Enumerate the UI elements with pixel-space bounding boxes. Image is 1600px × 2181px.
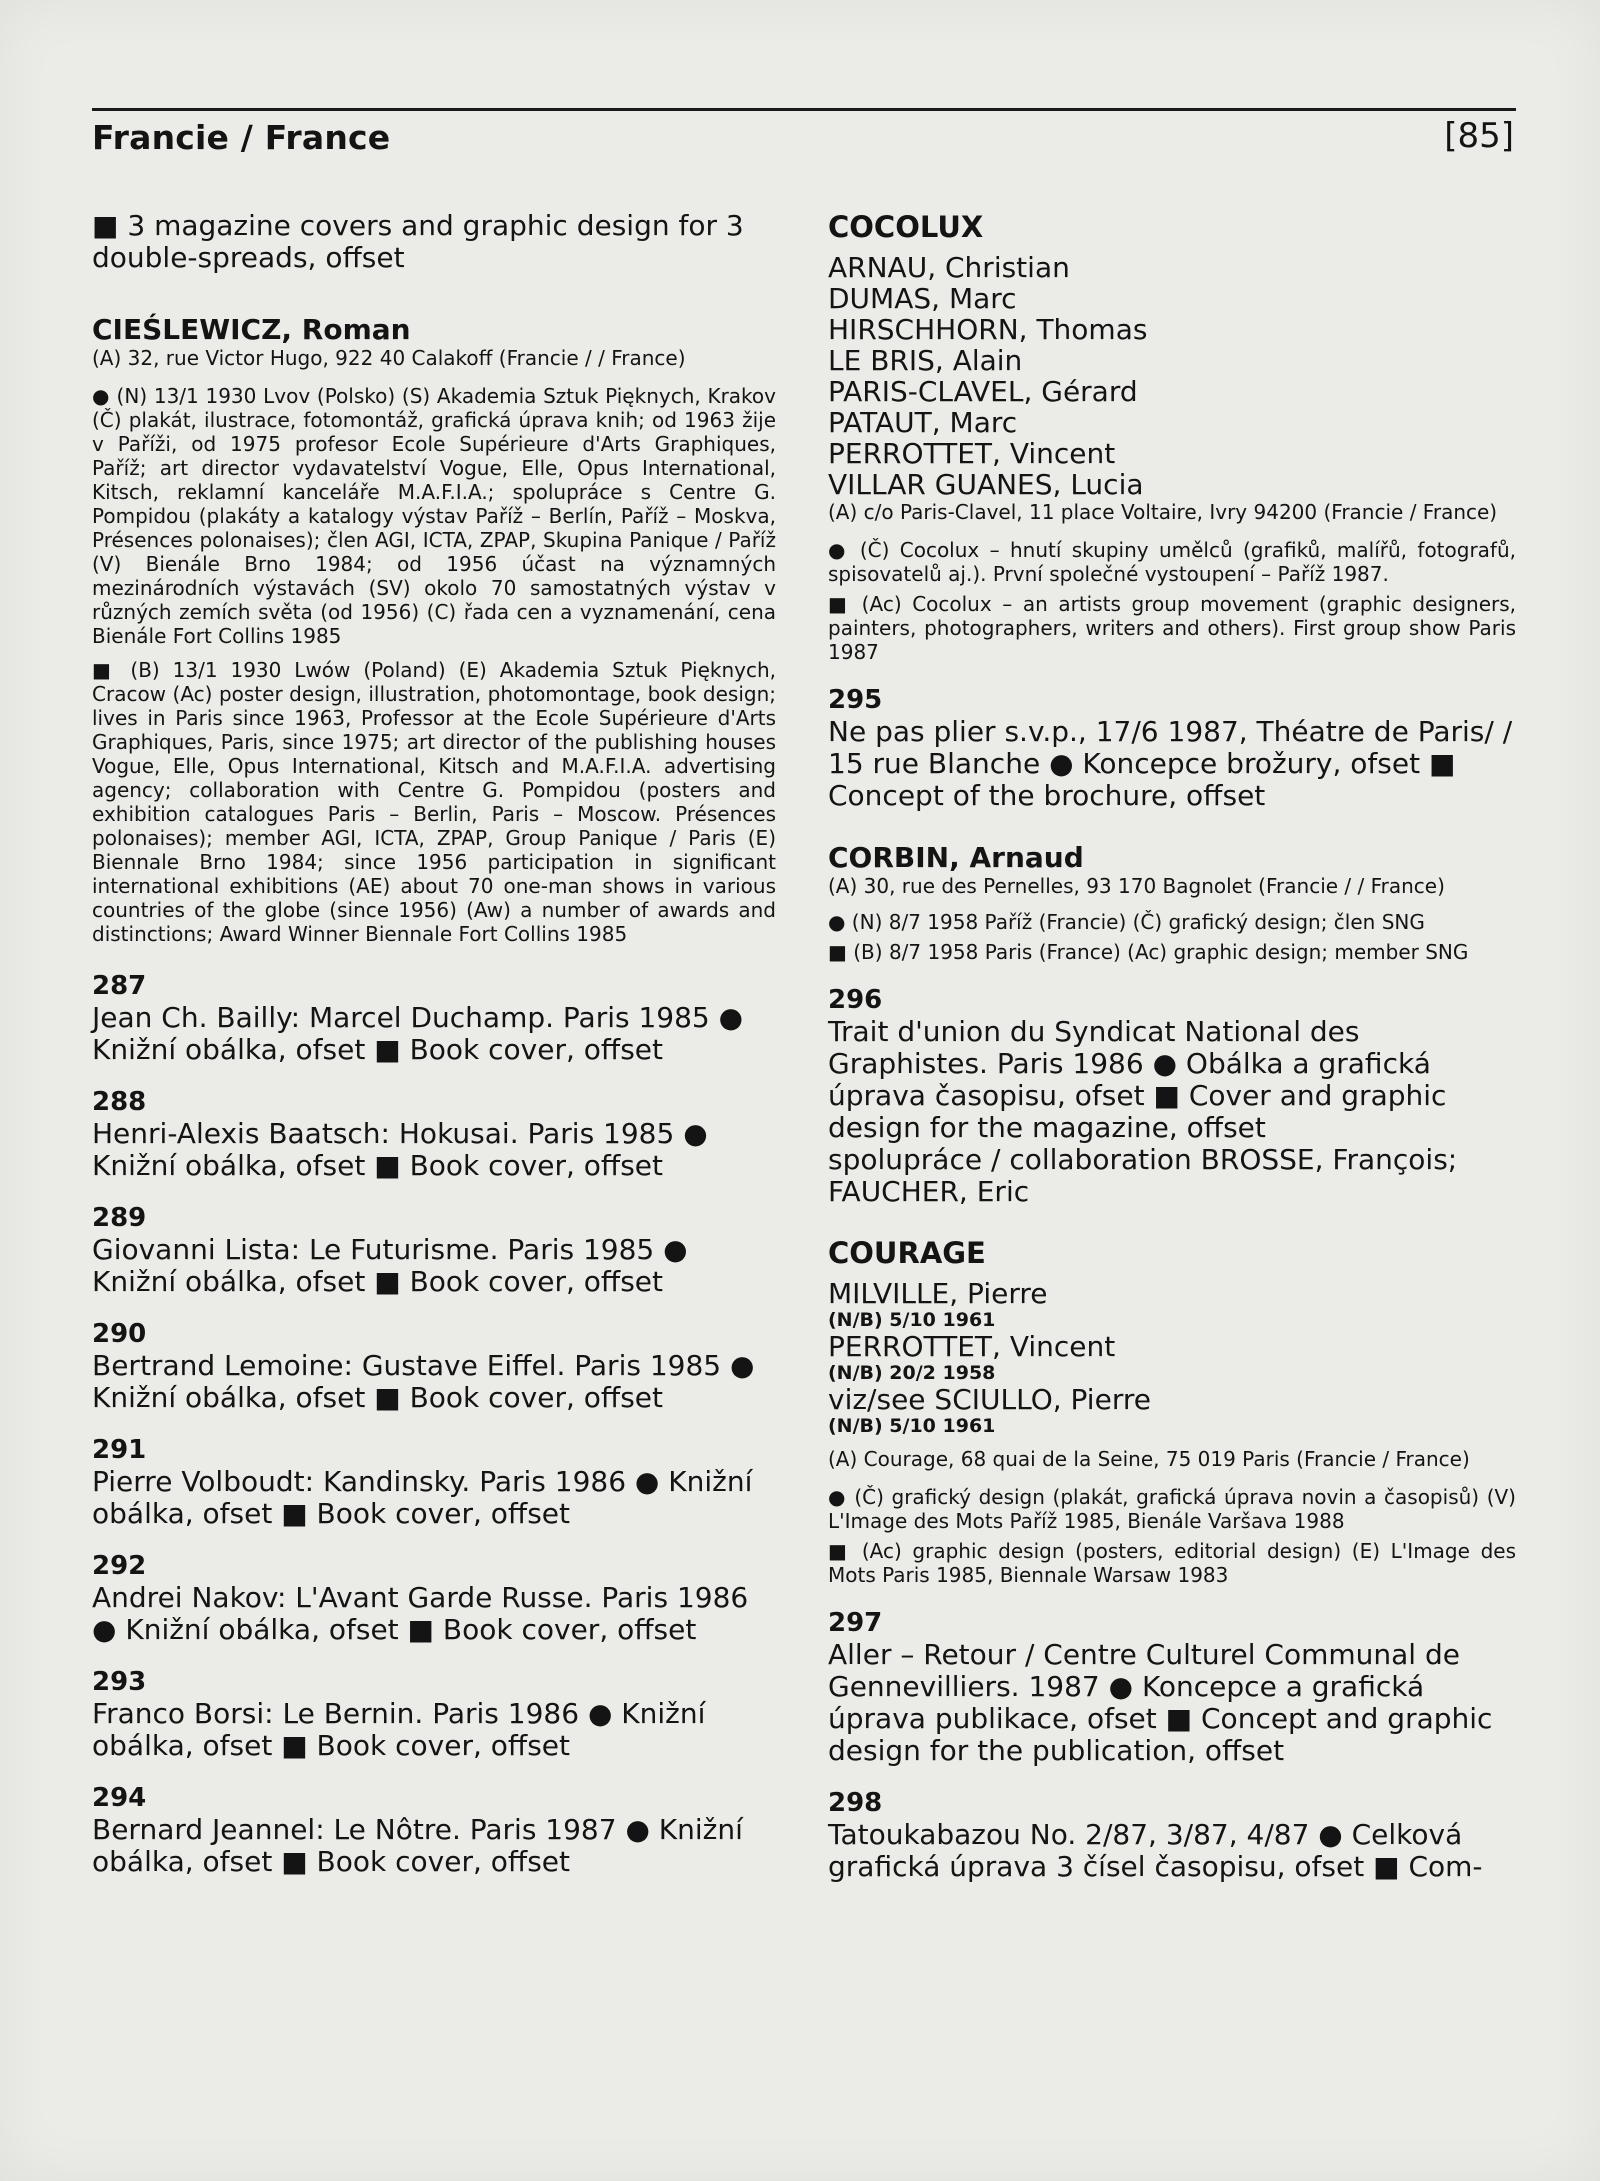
entry-text: Ne pas plier s.v.p., 17/6 1987, Théatre de Paris/ / 15 rue Blanche ● Koncepce brožury, ofset ■ Concept of the brochure, offset	[828, 715, 1513, 812]
group-desc-en: ■ (Ac) graphic design (posters, editorial design) (E) L'Image des Mots Paris 1985, Biennale Warsaw 1983	[828, 1539, 1516, 1587]
member-name: viz/see SCIULLO, Pierre	[828, 1383, 1151, 1416]
member-birth: (N/B) 5/10 1961	[828, 1309, 996, 1331]
right-column	[828, 210, 1516, 1903]
catalog-entry	[828, 684, 1516, 812]
group-address: (A) c/o Paris-Clavel, 11 place Voltaire, Ivry 94200 (Francie / France)	[828, 500, 1498, 524]
member-birth: (N/B) 5/10 1961	[828, 1415, 996, 1437]
catalog-entry	[828, 1787, 1516, 1883]
artist-bio-en: ■ (B) 8/7 1958 Paris (France) (Ac) graphic design; member SNG	[828, 940, 1469, 964]
header-rule	[92, 108, 1516, 111]
member-birth: (N/B) 20/2 1958	[828, 1362, 996, 1384]
entry-number: 297	[828, 1608, 883, 1638]
entry-number: 287	[92, 971, 147, 1001]
entry-number: 294	[92, 1783, 147, 1813]
group-desc-en: ■ (Ac) Cocolux – an artists group movement (graphic designers, painters, photographers, writers and others). First group show Paris 1987	[828, 592, 1516, 664]
entry-number: 291	[92, 1435, 147, 1465]
entry-text: Henri-Alexis Baatsch: Hokusai. Paris 1985 ● Knižní obálka, ofset ■ Book cover, offset	[92, 1117, 708, 1182]
catalog-entry	[92, 1434, 776, 1530]
catalog-entry	[828, 1607, 1516, 1767]
catalog-entry	[92, 1550, 776, 1646]
group-desc-cz: ● (Č) grafický design (plakát, grafická úprava novin a časopisů) (V) L'Image des Mots Paříž 1985, Bienále Varšava 1988	[828, 1485, 1516, 1533]
artist-corbin	[828, 842, 1516, 964]
artist-name: CORBIN, Arnaud	[828, 841, 1084, 874]
entry-text: Trait d'union du Syndicat National des Graphistes. Paris 1986 ● Obálka a grafická úprava časopisu, ofset ■ Cover and graphic design for the magazine, offset	[828, 1015, 1447, 1144]
member-name: PATAUT, Marc	[828, 406, 1018, 439]
entry-number: 298	[828, 1788, 883, 1818]
member-name: PERROTTET, Vincent	[828, 1330, 1116, 1363]
catalog-entry	[92, 1666, 776, 1762]
entry-text: Tatoukabazou No. 2/87, 3/87, 4/87 ● Celková grafická úprava 3 čísel časopisu, ofset ■ Com-	[828, 1818, 1483, 1883]
group-address: (A) Courage, 68 quai de la Seine, 75 019 Paris (Francie / France)	[828, 1447, 1470, 1471]
artist-cieslewicz	[92, 314, 776, 946]
entry-number: 296	[828, 985, 883, 1015]
member-name: HIRSCHHORN, Thomas	[828, 313, 1148, 346]
entry-number: 295	[828, 685, 883, 715]
intro-text: ■ 3 magazine covers and graphic design for 3 double-spreads, offset	[92, 209, 744, 274]
page-title: Francie / France	[92, 118, 391, 157]
artist-name: CIEŚLEWICZ, Roman	[92, 313, 411, 346]
catalog-entry	[92, 1782, 776, 1878]
member-name: VILLAR GUANES, Lucia	[828, 468, 1144, 501]
entry-number: 289	[92, 1203, 147, 1233]
catalog-entry	[92, 1318, 776, 1414]
group-title: COCOLUX	[828, 210, 984, 244]
catalog-entry	[92, 1202, 776, 1298]
entry-text: Franco Borsi: Le Bernin. Paris 1986 ● Knižní obálka, ofset ■ Book cover, offset	[92, 1697, 706, 1762]
left-column	[92, 210, 776, 1898]
member-name: MILVILLE, Pierre	[828, 1277, 1048, 1310]
entry-text: Jean Ch. Bailly: Marcel Duchamp. Paris 1985 ● Knižní obálka, ofset ■ Book cover, offset	[92, 1001, 744, 1066]
member-name: LE BRIS, Alain	[828, 344, 1023, 377]
entry-number: 288	[92, 1087, 147, 1117]
group-cocolux	[828, 210, 1516, 664]
entry-collaboration: spolupráce / collaboration BROSSE, François; FAUCHER, Eric	[828, 1143, 1458, 1208]
artist-bio-cz: ● (N) 8/7 1958 Paříž (Francie) (Č) grafický design; člen SNG	[828, 910, 1425, 934]
entry-text: Bernard Jeannel: Le Nôtre. Paris 1987 ● Knižní obálka, ofset ■ Book cover, offset	[92, 1813, 743, 1878]
entry-text: Giovanni Lista: Le Futurisme. Paris 1985 ● Knižní obálka, ofset ■ Book cover, offset	[92, 1233, 688, 1298]
entry-text: Pierre Volboudt: Kandinsky. Paris 1986 ● Knižní obálka, ofset ■ Book cover, offset	[92, 1465, 753, 1530]
catalog-entry	[92, 1086, 776, 1182]
artist-address: (A) 30, rue des Pernelles, 93 170 Bagnolet (Francie / / France)	[828, 874, 1445, 898]
artist-address: (A) 32, rue Victor Hugo, 922 40 Calakoff (Francie / / France)	[92, 346, 686, 370]
member-name: DUMAS, Marc	[828, 282, 1017, 315]
catalog-entry	[92, 970, 776, 1066]
entry-number: 290	[92, 1319, 147, 1349]
artist-bio-en: ■ (B) 13/1 1930 Lwów (Poland) (E) Akademia Sztuk Pięknych, Cracow (Ac) poster design, illustration, photomontage, book design; lives in Paris since 1963, Professor at the Ecole Supérieure d'Arts Graphiques, Paris, since 1975; art director of the publishing houses Vogue, Elle, Opus International, Kitsch and M.A.F.I.A. advertising agency; collaboration with Centre G. Pompidou (posters and exhibition catalogues Paris – Berlin, Paris – Moscow. Présences polonaises); member AGI, ICTA, ZPAP, Group Panique / Paris (E) Biennale Brno 1984; since 1956 participation in significant international exhibitions (AE) about 70 one-man shows in various countries of the globe (since 1956) (Aw) a number of awards and distinctions; Award Winner Biennale Fort Collins 1985	[92, 658, 776, 946]
page-number: [85]	[1444, 116, 1514, 156]
group-courage	[828, 1236, 1516, 1587]
catalog-entry	[828, 984, 1516, 1208]
entry-text: Andrei Nakov: L'Avant Garde Russe. Paris 1986 ● Knižní obálka, ofset ■ Book cover, offset	[92, 1581, 749, 1646]
entry-number: 293	[92, 1667, 147, 1697]
group-desc-cz: ● (Č) Cocolux – hnutí skupiny umělců (grafiků, malířů, fotografů, spisovatelů aj.). První společné vystoupení – Paříž 1987.	[828, 538, 1516, 586]
entry-text: Bertrand Lemoine: Gustave Eiffel. Paris 1985 ● Knižní obálka, ofset ■ Book cover, offset	[92, 1349, 755, 1414]
member-name: ARNAU, Christian	[828, 251, 1070, 284]
member-name: PARIS-CLAVEL, Gérard	[828, 375, 1138, 408]
entry-number: 292	[92, 1551, 147, 1581]
group-title: COURAGE	[828, 1236, 986, 1270]
artist-bio-cz: ● (N) 13/1 1930 Lvov (Polsko) (S) Akademia Sztuk Pięknych, Krakov (Č) plakát, ilustrace, fotomontáž, grafická úprava knih; od 1963 žije v Paříži, od 1975 profesor Ecole Supérieure d'Arts Graphiques, Paříž; art director vydavatelství Vogue, Elle, Opus International, Kitsch, reklamní kanceláře M.A.F.I.A.; spolupráce s Centre G. Pompidou (plakáty a katalogy výstav Paříž – Berlín, Paříž – Moskva, Présences polonaises); člen AGI, ICTA, ZPAP, Skupina Panique / Paříž (V) Bienále Brno 1984; od 1956 účast na významných mezinárodních výstavách (SV) okolo 70 samostatných výstav v různých zemích světa (od 1956) (C) řada cen a vyznamenání, cena Bienále Fort Collins 1985	[92, 384, 776, 648]
entry-text: Aller – Retour / Centre Culturel Communal de Gennevilliers. 1987 ● Koncepce a grafická úprava publikace, ofset ■ Concept and graphic design for the publication, offset	[828, 1638, 1493, 1767]
member-list	[828, 1278, 1516, 1437]
member-list	[828, 252, 1516, 500]
member-name: PERROTTET, Vincent	[828, 437, 1116, 470]
